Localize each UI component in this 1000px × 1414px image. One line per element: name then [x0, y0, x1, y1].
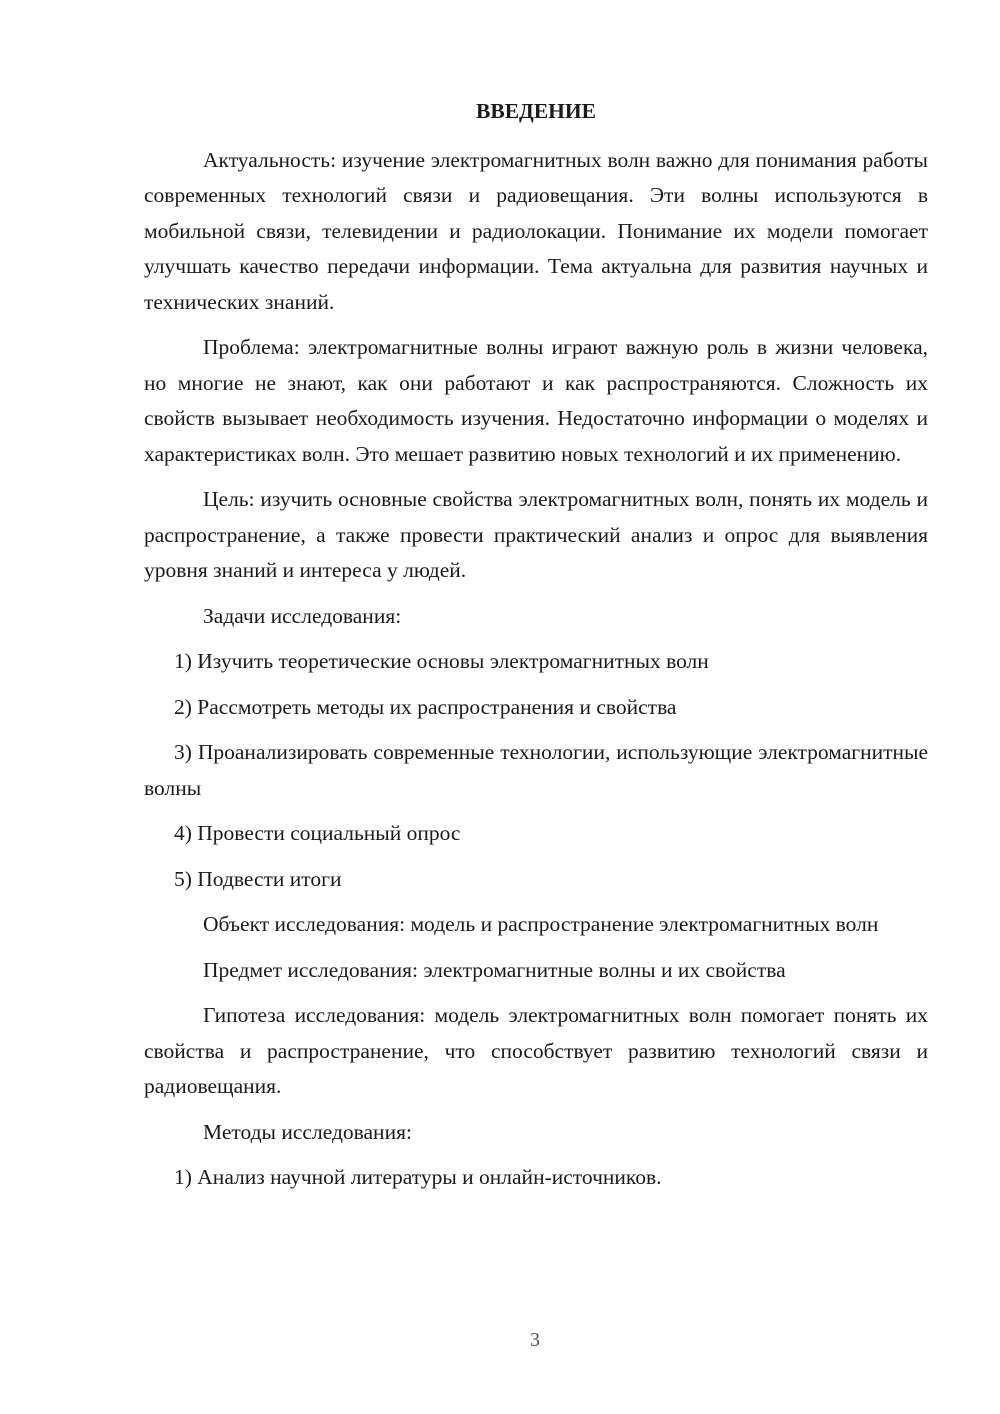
- problem-paragraph: Проблема: электромагнитные волны играют важную роль в жизни человека, но многие не знают, как они работают и как распространяются. Сложность их свойств вызывает необходимость изучения. Недостаточно информации о моделях и характеристиках волн. Это мешает развитию новых технологий и их применению.: [144, 335, 928, 466]
- goal-paragraph: Цель: изучить основные свойства электромагнитных волн, понять их модель и распространение, а также провести практический анализ и опрос для выявления уровня знаний и интереса у людей.: [144, 487, 928, 582]
- page-title: ВВЕДЕНИЕ: [476, 99, 596, 123]
- task-item: 2) Рассмотреть методы их распространения и свойства: [174, 694, 677, 719]
- task-item: 4) Провести социальный опрос: [174, 821, 461, 845]
- subject-paragraph: Предмет исследования: электромагнитные волны и их свойства: [203, 957, 786, 982]
- hypothesis-paragraph: Гипотеза исследования: модель электромагнитных волн помогает понять их свойства и распространение, что способствует развитию технологий связи и радиовещания.: [144, 1003, 928, 1098]
- task-item: 3) Проанализировать современные технологии, использующие электромагнитные волны: [144, 740, 928, 800]
- task-item: 1) Изучить теоретические основы электромагнитных волн: [174, 649, 709, 673]
- method-item: 1) Анализ научной литературы и онлайн-источников.: [174, 1165, 662, 1189]
- task-item: 5) Подвести итоги: [174, 866, 342, 891]
- methods-heading: Методы исследования:: [203, 1119, 412, 1144]
- tasks-heading: Задачи исследования:: [203, 603, 402, 628]
- document-page: [144, 94, 928, 1206]
- object-paragraph: Объект исследования: модель и распространение электромагнитных волн: [203, 912, 879, 936]
- page-number: 3: [530, 1329, 540, 1351]
- relevance-paragraph: Актуальность: изучение электромагнитных волн важно для понимания работы современных технологий связи и радиовещания. Эти волны используются в мобильной связи, телевидении и радиолокации. Понимание их модели помогает улучшать качество передачи информации. Тема актуальна для развития научных и технических знаний.: [144, 147, 928, 314]
